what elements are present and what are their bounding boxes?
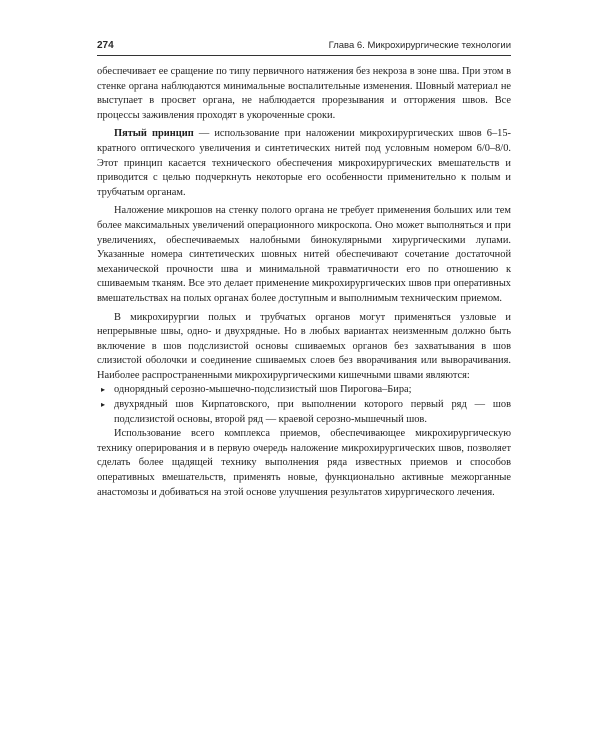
suture-list	[97, 383, 511, 427]
list-item	[97, 383, 511, 398]
paragraph-continued: обеспечивает ее сращение по типу первичного натяжения без некроза в зоне шва. При этом в стенке органа наблюдаются минимальные воспалительные изменения. Шовный материал не выступает в просвет органа, не наблюдается прорезывания и отторжения швов. Все процессы заживления проходят в укороченные сроки.	[97, 66, 511, 121]
triangle-bullet-icon: ▸	[101, 400, 106, 410]
paragraph-suture-types: В микрохирургии полых и трубчатых органов могут применяться узловые и непрерывные швы, одно- и двухрядные. Но в любых вариантах неизменным должно быть включение в шов подслизистой основы сшиваемых органов без захватывания в шов слизистой оболочки и соединение сшиваемых слоев без вворачивания или выворачивания. Наиболее распространенными микрохирургическими кишечными швами являются:	[97, 311, 511, 381]
list-item	[97, 398, 511, 427]
paragraph-microsutures: Наложение микрошов на стенку полого органа не требует применения больших или тем более максимальных увеличений операционного микроскопа. Оно может выполняться и при увеличениях, обеспечиваемых налобными бинокулярными хирургическими лупами. Указанные номера синтетических шовных нитей обеспечивают сочетание достаточной механической прочности шва и минимальной травматичности его по отношению к сшиваемым тканям. Все это делает применение микрохирургических швов при оперативных вмешательствах на полых органах более доступным и выполнимым техническим приемом.	[97, 205, 511, 304]
triangle-bullet-icon: ▸	[101, 385, 106, 395]
principle-term: Пятый принцип	[114, 128, 194, 140]
body-text	[97, 65, 511, 500]
paragraph-fifth-principle	[97, 127, 511, 200]
running-header	[97, 40, 511, 56]
principle-description: — использование при наложении микрохирургических швов 6–15-кратного оптического увеличения и синтетических нитей под условным номером 6/0–8/0. Этот принцип касается технического обеспечения микрохирургических вмешательств и приводится с целью подчеркнуть некоторые его особенности применительно к полым и трубчатым органам.	[97, 128, 511, 198]
list-item-text: двухрядный шов Кирпатовского, при выполнении которого первый ряд — шов подслизистой основы, второй ряд — краевой серозно-мышечный шов.	[114, 399, 511, 425]
paragraph-conclusion: Использование всего комплекса приемов, обеспечивающее микрохирургическую технику оперирования и в первую очередь наложение микрохирургических швов, позволяет сделать более щадящей технику выполнения ряда известных приемов и способов оперативных вмешательств, применять новые, функционально активные межорганные анастомозы и добиваться на этой основе улучшения результатов хирургического лечения.	[97, 428, 511, 498]
list-item-text: однорядный серозно-мышечно-подслизистый шов Пирогова–Бира;	[114, 384, 412, 396]
page-number: 274	[97, 40, 114, 51]
book-page	[97, 40, 511, 500]
chapter-title: Глава 6. Микрохирургические технологии	[328, 40, 511, 51]
